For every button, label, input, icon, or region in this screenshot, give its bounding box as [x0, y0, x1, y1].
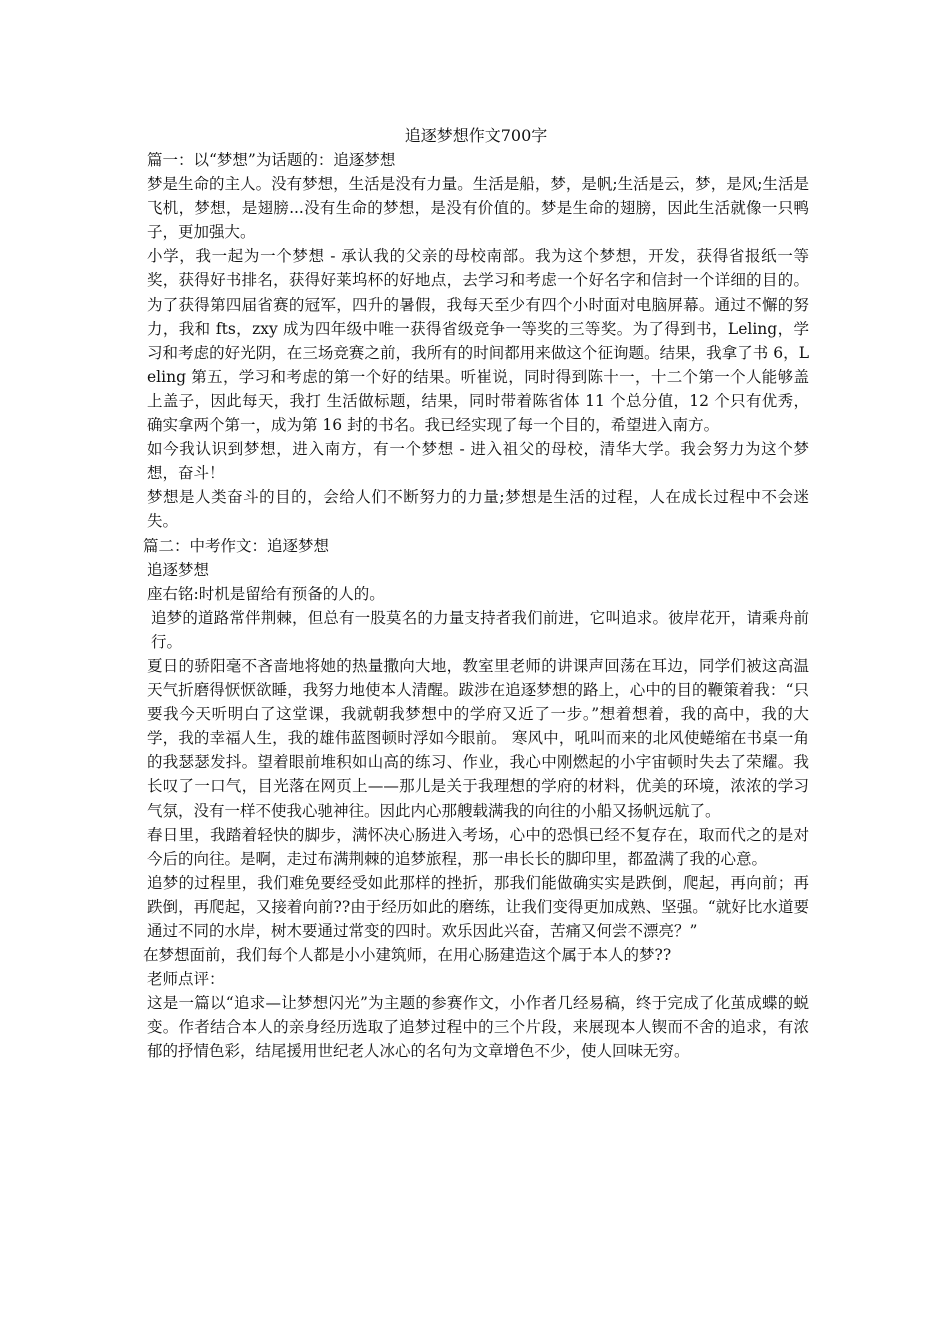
heading-part-two: 篇二：中考作文：追逐梦想: [143, 536, 330, 555]
paragraph: 追梦的道路常伴荆棘，但总有一股莫名的力量支持者我们前进，它叫追求。彼岸花开，请乘舟前行。: [151, 608, 809, 651]
teacher-comment-heading: 老师点评：: [147, 970, 225, 989]
teacher-comment: 这是一篇以“追求—让梦想闪光”为主题的参赛作文，小作者几经易稿，终于完成了化茧成蝶的蜕变。作者结合本人的亲身经历选取了追梦过程中的三个片段，来展现本人锲而不舍的追求，有浓郁的抒情色彩，结尾援用世纪老人冰心的名句为文章增色不少，使人回味无穷。: [147, 994, 809, 1061]
paragraph: 在梦想面前，我们每个人都是小小建筑师，在用心肠建造这个属于本人的梦??: [143, 946, 672, 965]
paragraph: 春日里，我踏着轻快的脚步，满怀决心肠进入考场，心中的恐惧已经不复存在，取而代之的是对今后的向往。是啊，走过布满荆棘的追梦旅程，那一串长长的脚印里，都盈满了我的心意。: [147, 825, 809, 868]
paragraph: 梦是生命的主人。没有梦想，生活是没有力量。生活是船，梦，是帆;生活是云，梦，是风;生活是飞机，梦想，是翅膀...没有生命的梦想，是没有价值的。梦是生命的翅膀，因此生活就像一只鸭子，更加强大。: [147, 175, 809, 242]
paragraph: 夏日的骄阳毫不吝啬地将她的热量撒向大地，教室里老师的讲课声回荡在耳边，同学们被这高温天气折磨得恹恹欲睡，我努力地使本人清醒。跋涉在追逐梦想的路上，心中的目的鞭策着我：“只要我今天听明白了这堂课，我就朝我梦想中的学府又近了一步。”想着想着，我的高中，我的大学，我的幸福人生，我的雄伟蓝图顿时浮如今眼前。 寒风中，吼叫而来的北风使蜷缩在书桌一角的我瑟瑟发抖。望着眼前堆积如山高的练习、作业，我心中刚燃起的小宇宙顿时失去了荣耀。我长叹了一口气，目光落在网页上——那儿是关于我理想的学府的材料，优美的环境，浓浓的学习气氛，没有一样不使我心驰神往。因此内心那艘载满我的向往的小船又扬帆远航了。: [147, 656, 809, 820]
essay-title: 追逐梦想: [147, 560, 210, 579]
paragraph: 如今我认识到梦想，进入南方，有一个梦想 - 进入祖父的母校，清华大学。我会努力为这个梦想，奋斗！: [147, 440, 809, 483]
document-title: 追逐梦想作文700字: [404, 126, 548, 145]
paragraph: 追梦的过程里，我们难免要经受如此那样的挫折，那我们能做确实实是跌倒，爬起，再向前；再跌倒，再爬起，又接着向前??由于经历如此的磨练，让我们变得更加成熟、坚强。“就好比水道要通过不同的水岸，树木要通过常变的四时。欢乐因此兴奋，苦痛又何尝不漂亮？”: [147, 873, 809, 940]
heading-part-one: 篇一：以“梦想”为话题的：追逐梦想: [147, 151, 396, 169]
paragraph: 小学，我一起为一个梦想 - 承认我的父亲的母校南部。我为这个梦想，开发，获得省报纸一等奖，获得好书排名，获得好莱坞杯的好地点，去学习和考虑一个好名字和信封一个详细的目的。为了获得第四届省赛的冠军，四升的暑假，我每天至少有四个小时面对电脑屏幕。通过不懈的努力，我和 fts，zxy 成为四年级中唯一获得省级竞争一等奖的三等奖。为了得到书，Leling，学习和考虑的好光阴，在三场竞赛之前，我所有的时间都用来做这个征询题。结果，我拿了书 6，Leling 第五，学习和考虑的第一个好的结果。听崔说，同时得到陈十一，十二个第一个人能够盖上盖子，因此每天，我打 生活做标题，结果，同时带着陈省体 11 个总分值，12 个只有优秀，确实拿两个第一，成为第 16 封的书名。我已经实现了每一个目的，希望进入南方。: [147, 247, 809, 435]
document-body: [143, 124, 809, 1064]
paragraph: 梦想是人类奋斗的目的，会给人们不断努力的力量;梦想是生活的过程，人在成长过程中不会迷失。: [147, 488, 809, 531]
motto: 座右铭:时机是留给有预备的人的。: [147, 584, 385, 603]
